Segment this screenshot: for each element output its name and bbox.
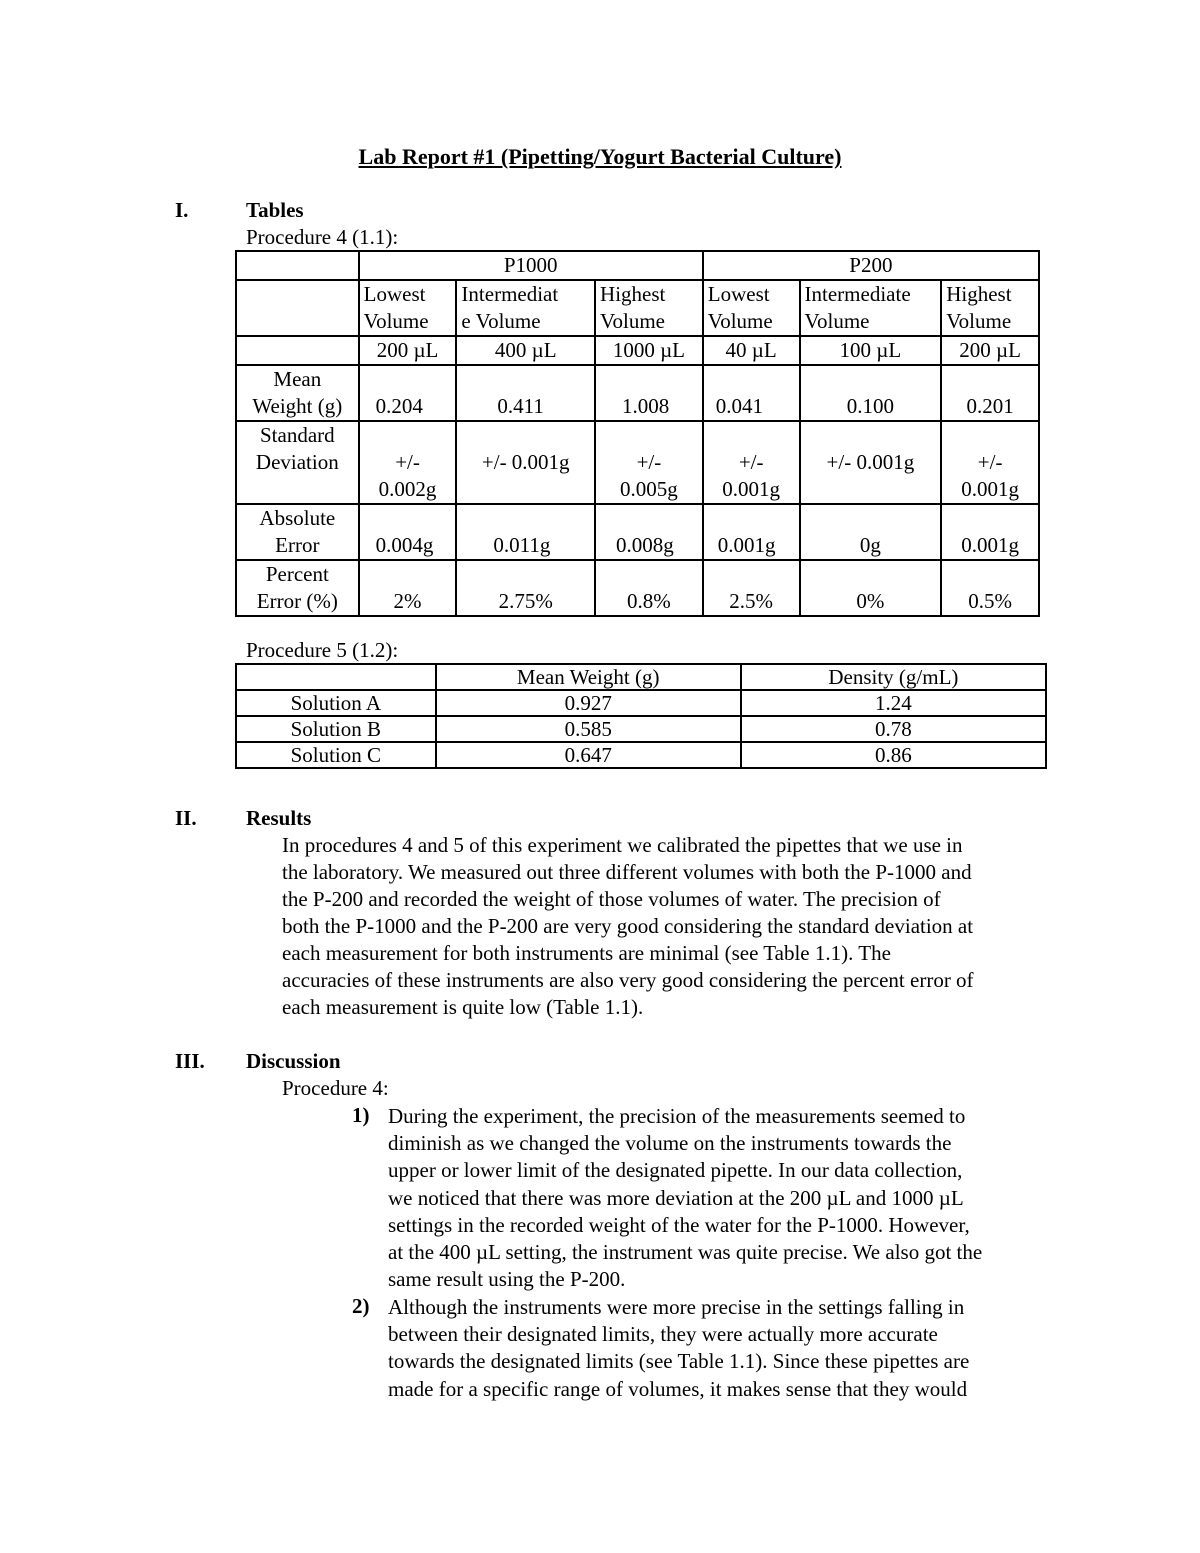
row-label: Mean Weight (g)	[236, 365, 359, 421]
table-cell: 0%	[800, 560, 942, 616]
table2-label: Procedure 5 (1.2):	[246, 638, 399, 662]
table-cell: +/- 0.005g	[595, 421, 703, 504]
table-cell: +/- 0.001g	[941, 421, 1039, 504]
table-row	[236, 716, 1046, 742]
table-row	[236, 365, 1039, 421]
section-title-results: Results	[246, 806, 312, 830]
section-title-discussion: Discussion	[246, 1049, 341, 1073]
group-header-p200: P200	[703, 251, 1039, 280]
table-cell: 2.5%	[703, 560, 800, 616]
table-cell: 0.011g	[456, 504, 595, 560]
table-cell: +/- 0.001g	[456, 421, 595, 504]
table-cell: 0.008g	[595, 504, 703, 560]
group-header-p1000: P1000	[359, 251, 703, 280]
table-cell: 0.411	[456, 365, 595, 421]
volume-cell: 1000 µL	[595, 336, 703, 365]
section-number-1: I.	[175, 198, 189, 222]
table-cell: 0.585	[436, 716, 741, 742]
table-cell: 0.927	[436, 690, 741, 716]
table-cell: +/- 0.001g	[703, 421, 800, 504]
table1-label: Procedure 4 (1.1):	[246, 225, 399, 249]
table-cell: 0.001g	[703, 504, 800, 560]
table-cell: 2%	[359, 560, 457, 616]
row-label: Standard Deviation	[236, 421, 359, 504]
volume-cell: 200 µL	[359, 336, 457, 365]
solution-density-table	[235, 663, 1047, 769]
document-title: Lab Report #1 (Pipetting/Yogurt Bacterial Culture)	[358, 144, 842, 169]
table-cell: 1.24	[741, 690, 1046, 716]
row-label: Solution B	[236, 716, 436, 742]
volume-cell: 200 µL	[941, 336, 1039, 365]
table-cell: 0.004g	[359, 504, 457, 560]
discussion-item-1: During the experiment, the precision of the measurements seemed to diminish as we changed the volume on the instruments towards the upper or lower limit of the designated pipette. In our data collection, we noticed that there was more deviation at the 200 µL and 1000 µL settings in the recorded weight of the water for the P-1000. However, at the 400 µL setting, the instrument was quite precise. We also got the same result using the P-200.	[388, 1104, 983, 1292]
table-row	[236, 742, 1046, 768]
table-cell: 0g	[800, 504, 942, 560]
table-row	[236, 664, 1046, 690]
table-cell: 0.78	[741, 716, 1046, 742]
table-row	[236, 504, 1039, 560]
column-header: Intermediat e Volume	[456, 280, 595, 336]
section-number-3: III.	[175, 1049, 205, 1073]
table-row	[236, 690, 1046, 716]
table-cell: 0.86	[741, 742, 1046, 768]
table-cell: +/- 0.001g	[800, 421, 942, 504]
column-header: Mean Weight (g)	[436, 664, 741, 690]
table-row	[236, 336, 1039, 365]
table-cell: 2.75%	[456, 560, 595, 616]
results-paragraph: In procedures 4 and 5 of this experiment we calibrated the pipettes that we use in the laboratory. We measured out three different volumes with both the P-1000 and the P-200 and recorded the weight of those volumes of water. The precision of both the P-1000 and the P-200 are very good considering the standard deviation at each measurement for both instruments are minimal (see Table 1.1). The accuracies of these instruments are also very good considering the percent error of each measurement is quite low (Table 1.1).	[282, 833, 974, 1019]
volume-cell: 100 µL	[800, 336, 942, 365]
table-cell: 0.8%	[595, 560, 703, 616]
table-cell: 0.201	[941, 365, 1039, 421]
volume-cell: 40 µL	[703, 336, 800, 365]
table-cell	[236, 280, 359, 336]
column-header: Intermediate Volume	[800, 280, 942, 336]
column-header: Lowest Volume	[359, 280, 457, 336]
row-label: Percent Error (%)	[236, 560, 359, 616]
table-row	[236, 251, 1039, 280]
table-cell	[236, 336, 359, 365]
section-number-2: II.	[175, 806, 197, 830]
row-label: Absolute Error	[236, 504, 359, 560]
table-cell: 0.041	[703, 365, 800, 421]
column-header: Highest Volume	[595, 280, 703, 336]
section-title-tables: Tables	[246, 198, 304, 222]
column-header: Lowest Volume	[703, 280, 800, 336]
volume-cell: 400 µL	[456, 336, 595, 365]
table-cell: 0.204	[359, 365, 457, 421]
column-header: Highest Volume	[941, 280, 1039, 336]
row-label: Solution A	[236, 690, 436, 716]
table-cell: 0.100	[800, 365, 942, 421]
list-number: 2)	[352, 1294, 370, 1318]
table-cell: +/- 0.002g	[359, 421, 457, 504]
pipette-calibration-table	[235, 250, 1040, 617]
table-cell: 0.001g	[941, 504, 1039, 560]
table-row	[236, 421, 1039, 504]
column-header: Density (g/mL)	[741, 664, 1046, 690]
table-cell: 0.647	[436, 742, 741, 768]
table-cell: 1.008	[595, 365, 703, 421]
table-row	[236, 560, 1039, 616]
table-cell	[236, 251, 359, 280]
table-row	[236, 280, 1039, 336]
table-cell	[236, 664, 436, 690]
discussion-procedure-label: Procedure 4:	[282, 1076, 389, 1100]
table-cell: 0.5%	[941, 560, 1039, 616]
discussion-item-2: Although the instruments were more precise in the settings falling in between their designated limits, they were actually more accurate towards the designated limits (see Table 1.1). Since these pipettes are made for a specific range of volumes, it makes sense that they would	[388, 1295, 970, 1401]
list-number: 1)	[352, 1103, 370, 1127]
row-label: Solution C	[236, 742, 436, 768]
